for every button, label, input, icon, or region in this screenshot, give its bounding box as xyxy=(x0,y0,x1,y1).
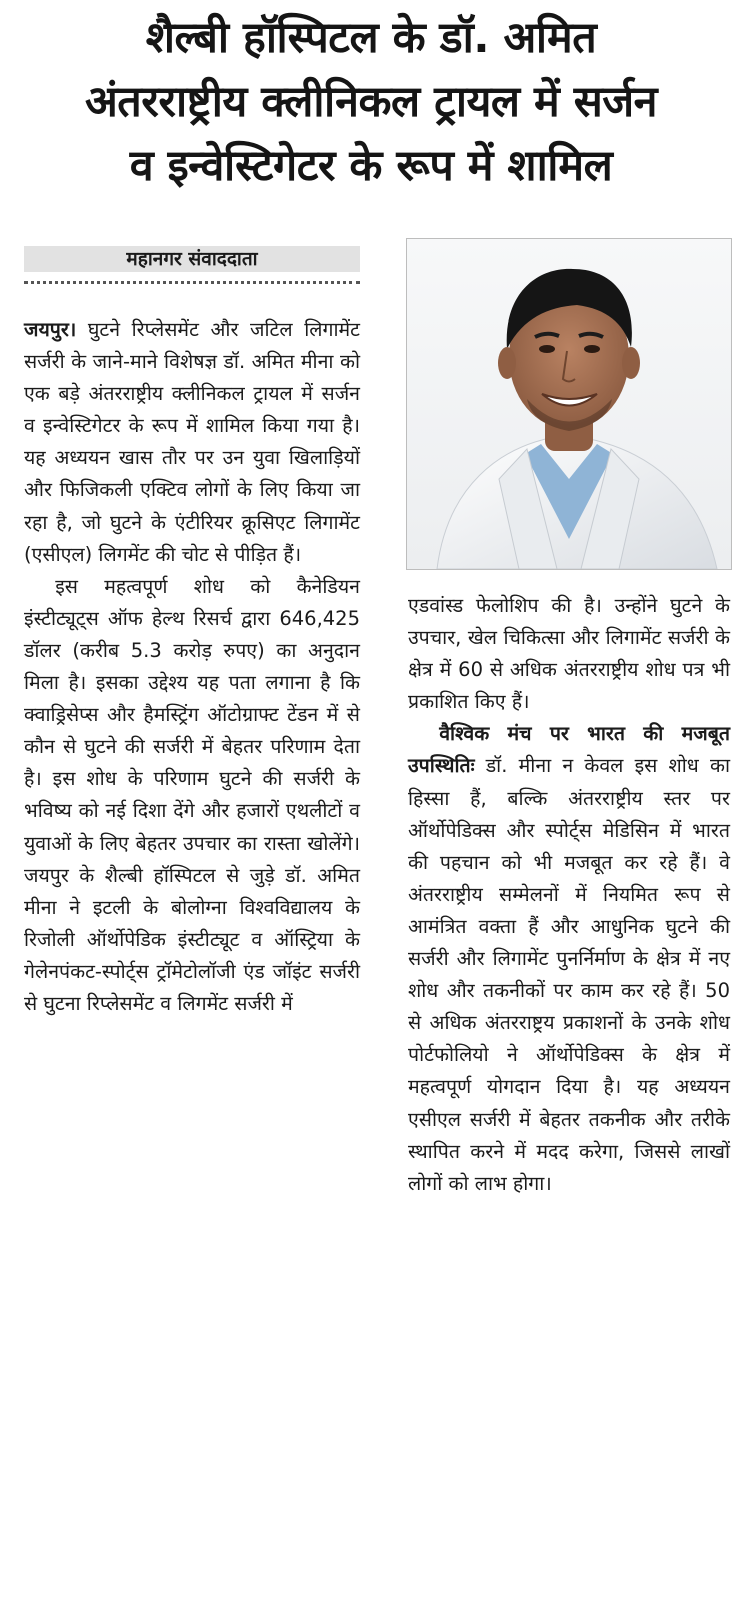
article-text: डॉ. मीना न केवल इस शोध का हिस्सा हैं, बल्कि अंतरराष्ट्रीय स्तर पर ऑर्थोपेडिक्स और स्पोर्ट्स मेडिसिन में भारत की पहचान को भी मजबूत कर रहे हैं। वे अंतरराष्ट्रीय सम्मेलनों में नियमित रूप से आमंत्रित वक्ता हैं और आधुनिक घुटने की सर्जरी और लिगामेंट पुनर्निर्माण के क्षेत्र में नए शोध और तकनीकों पर काम कर रहे हैं। 50 से अधिक अंतरराष्ट्रय प्रकाशनों के उनके शोध पोर्टफोलियो ने ऑर्थोपेडिक्स के क्षेत्र में महत्वपूर्ण योगदान दिया है। यह अध्ययन एसीएल सर्जरी में बेहतर तकनीक और तरीके स्थापित करने में मदद करेगा, जिससे लाखों लोगों को लाभ होगा। xyxy=(408,754,730,1195)
article-paragraph: एडवांस्ड फेलोशिप की है। उन्होंने घुटने के उपचार, खेल चिकित्सा और लिगामेंट सर्जरी के क्षेत्र में 60 से अधिक अंतरराष्ट्रीय शोध पत्र भी प्रकाशित किए हैं। xyxy=(408,594,730,714)
article-column-2 xyxy=(408,590,730,1200)
article-paragraph xyxy=(24,314,360,571)
article-paragraph xyxy=(408,718,730,1199)
dateline: जयपुर। xyxy=(24,318,77,341)
headline xyxy=(14,6,728,198)
dotted-divider xyxy=(24,281,360,284)
byline: महानगर संवाददाता xyxy=(24,246,360,272)
headline-line-3: व इन्वेस्टिगेटर के रूप में शामिल xyxy=(129,141,613,191)
article-text: घुटने रिप्लेसमेंट और जटिल लिगामेंट सर्जरी के जाने-माने विशेषज्ञ डॉ. अमित मीना को एक बड़े अंतरराष्ट्रीय क्लीनिकल ट्रायल में सर्जन व इन्वेस्टिगेटर के रूप में शामिल किया गया है। यह अध्ययन खास तौर पर उन युवा खिलाड़ियों और फिजिकली एक्टिव लोगों के लिए किया जा रहा है, जो घुटने के एंटीरियर क्रूसिएट लिगामेंट (एसीएल) लिगमेंट की चोट से पीड़ित हैं। xyxy=(24,318,360,566)
headline-line-1: शैल्बी हॉस्पिटल के डॉ. अमित xyxy=(145,13,597,63)
doctor-portrait-icon xyxy=(407,239,731,569)
headline-line-2: अंतरराष्ट्रीय क्लीनिकल ट्रायल में सर्जन xyxy=(84,77,658,127)
doctor-portrait-photo xyxy=(406,238,732,570)
article-column-1 xyxy=(24,314,360,1020)
article-paragraph: इस महत्वपूर्ण शोध को कैनेडियन इंस्टीट्यूट्स ऑफ हेल्थ रिसर्च द्वारा 646,425 डॉलर (करीब 5.3 करोड़ रुपए) का अनुदान मिला है। इसका उद्देश्य यह पता लगाना है कि क्वाड्रिसेप्स और हैमस्ट्रिंग ऑटोग्राफ्ट टेंडन में से कौन से घुटने की सर्जरी में बेहतर परिणाम देता है। इस शोध के परिणाम घुटने की सर्जरी के भविष्य को नई दिशा देंगे और हजारों एथलीटों व युवाओं के लिए बेहतर उपचार का रास्ता खोलेंगे। जयपुर के शैल्बी हॉस्पिटल से जुड़े डॉ. अमित मीना ने इटली के बोलोग्ना विश्वविद्यालय के रिजोली ऑर्थोपेडिक इंस्टीट्यूट व ऑस्ट्रिया के गेलेनपंकट-स्पोर्ट्स ट्रॉमेटोलॉजी एंड जॉइंट सर्जरी से घुटना रिप्लेसमेंट व लिगमेंट सर्जरी में xyxy=(24,574,360,1015)
subheading: वैश्विक मंच पर भारत की मजबूत उपस्थितिः xyxy=(408,722,730,778)
